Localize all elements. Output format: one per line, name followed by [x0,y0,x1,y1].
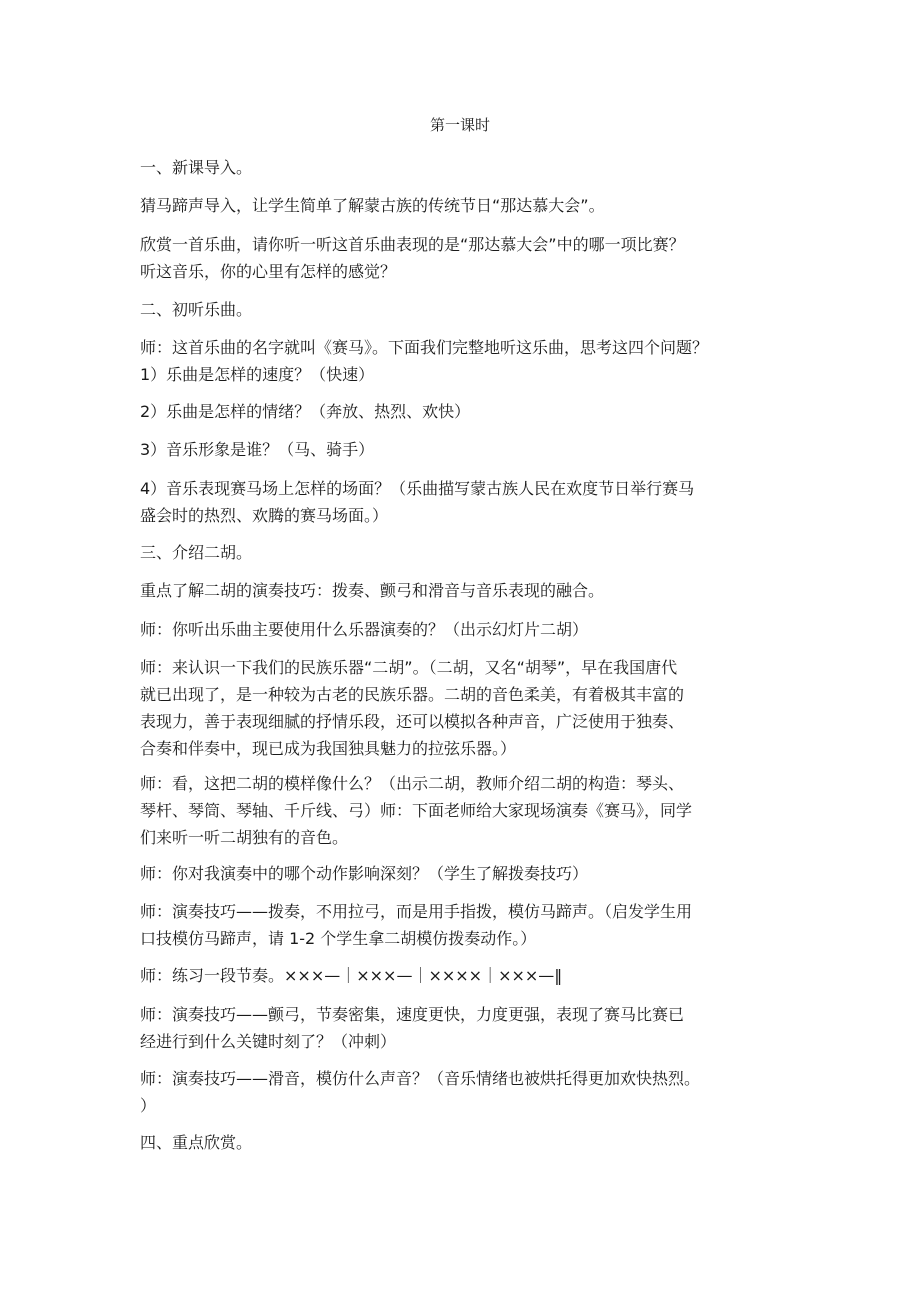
paragraph [140,475,800,529]
paragraph [140,770,800,851]
text-line: 师：你对我演奏中的哪个动作影响深刻？（学生了解拨奏技巧） [140,864,589,883]
text-line: 师：来认识一下我们的民族乐器“二胡”。（二胡，又名“胡琴”，早在我国唐代 [140,658,678,677]
text-line: 经进行到什么关键时刻了？（冲刺） [140,1032,397,1051]
text-line: 表现力，善于表现细腻的抒情乐段，还可以模拟各种声音，广泛使用于独奏、 [140,712,685,731]
text-line: 猜马蹄声导入，让学生简单了解蒙古族的传统节日“那达慕大会”。 [140,196,605,215]
paragraph [140,436,800,463]
text-line: ） [140,1096,157,1115]
page-title: 第一课时 [429,116,490,134]
text-line: 口技模仿马蹄声，请 1-2 个学生拿二胡模仿拨奏动作。） [140,929,537,948]
text-line: 师：演奏技巧——滑音，模仿什么声音？（音乐情绪也被烘托得更加欢快热烈。 [140,1069,701,1088]
text-line: 师：演奏技巧——拨奏，不用拉弓，而是用手指拨，模仿马蹄声。（启发学生用 [140,902,693,921]
text-line: 2）乐曲是怎样的情绪？（奔放、热烈、欢快） [140,402,471,421]
paragraph [140,898,800,952]
text-line: 二、初听乐曲。 [140,300,253,319]
text-line: 4）音乐表现赛马场上怎样的场面？（乐曲描写蒙古族人民在欢度节日举行赛马 [140,479,695,498]
section-heading [140,539,800,566]
text-line: 盛会时的热烈、欢腾的赛马场面。） [140,506,389,525]
paragraph [140,654,800,762]
paragraph [140,334,800,388]
paragraph [140,616,800,643]
text-line: 听这音乐，你的心里有怎样的感觉？ [140,262,397,281]
section-heading [140,1129,800,1156]
text-line: 就已出现了，是一种较为古老的民族乐器。二胡的音色柔美，有着极其丰富的 [140,685,685,704]
paragraph [140,1065,800,1119]
text-line: 1）乐曲是怎样的速度？（快速） [140,365,375,384]
section-heading [140,296,800,323]
text-line: 重点了解二胡的演奏技巧：拨奏、颤弓和滑音与音乐表现的融合。 [140,581,605,600]
text-line: 琴杆、琴筒、琴轴、千斤线、弓）师：下面老师给大家现场演奏《赛马》，同学 [140,801,693,820]
text-line: 师：看，这把二胡的模样像什么？（出示二胡，教师介绍二胡的构造：琴头、 [140,774,685,793]
text-line: 3）音乐形象是谁？（马、骑手） [140,440,375,459]
paragraph [140,192,800,219]
text-line: 们来听一听二胡独有的音色。 [140,828,349,847]
paragraph [140,1001,800,1055]
paragraph [140,231,800,285]
text-line: 欣赏一首乐曲，请你听一听这首乐曲表现的是“那达慕大会”中的哪一项比赛？ [140,235,685,254]
text-line: 师：演奏技巧——颤弓，节奏密集，速度更快，力度更强，表现了赛马比赛已 [140,1005,685,1024]
text-line: 师：练习一段节奏。×××—｜×××—｜××××｜×××—‖ [140,966,563,985]
paragraph [140,860,800,887]
text-line: 师：你听出乐曲主要使用什么乐器演奏的？（出示幻灯片二胡） [140,620,589,639]
text-line: 三、介绍二胡。 [140,543,253,562]
section-heading [140,154,800,181]
paragraph [140,962,800,989]
text-line: 四、重点欣赏。 [140,1133,253,1152]
text-line: 一、新课导入。 [140,158,253,177]
paragraph [140,398,800,425]
text-line: 合奏和伴奏中，现已成为我国独具魅力的拉弦乐器。） [140,739,517,758]
paragraph [140,577,800,604]
text-line: 师：这首乐曲的名字就叫《赛马》。下面我们完整地听这乐曲，思考这四个问题？ [140,338,709,357]
